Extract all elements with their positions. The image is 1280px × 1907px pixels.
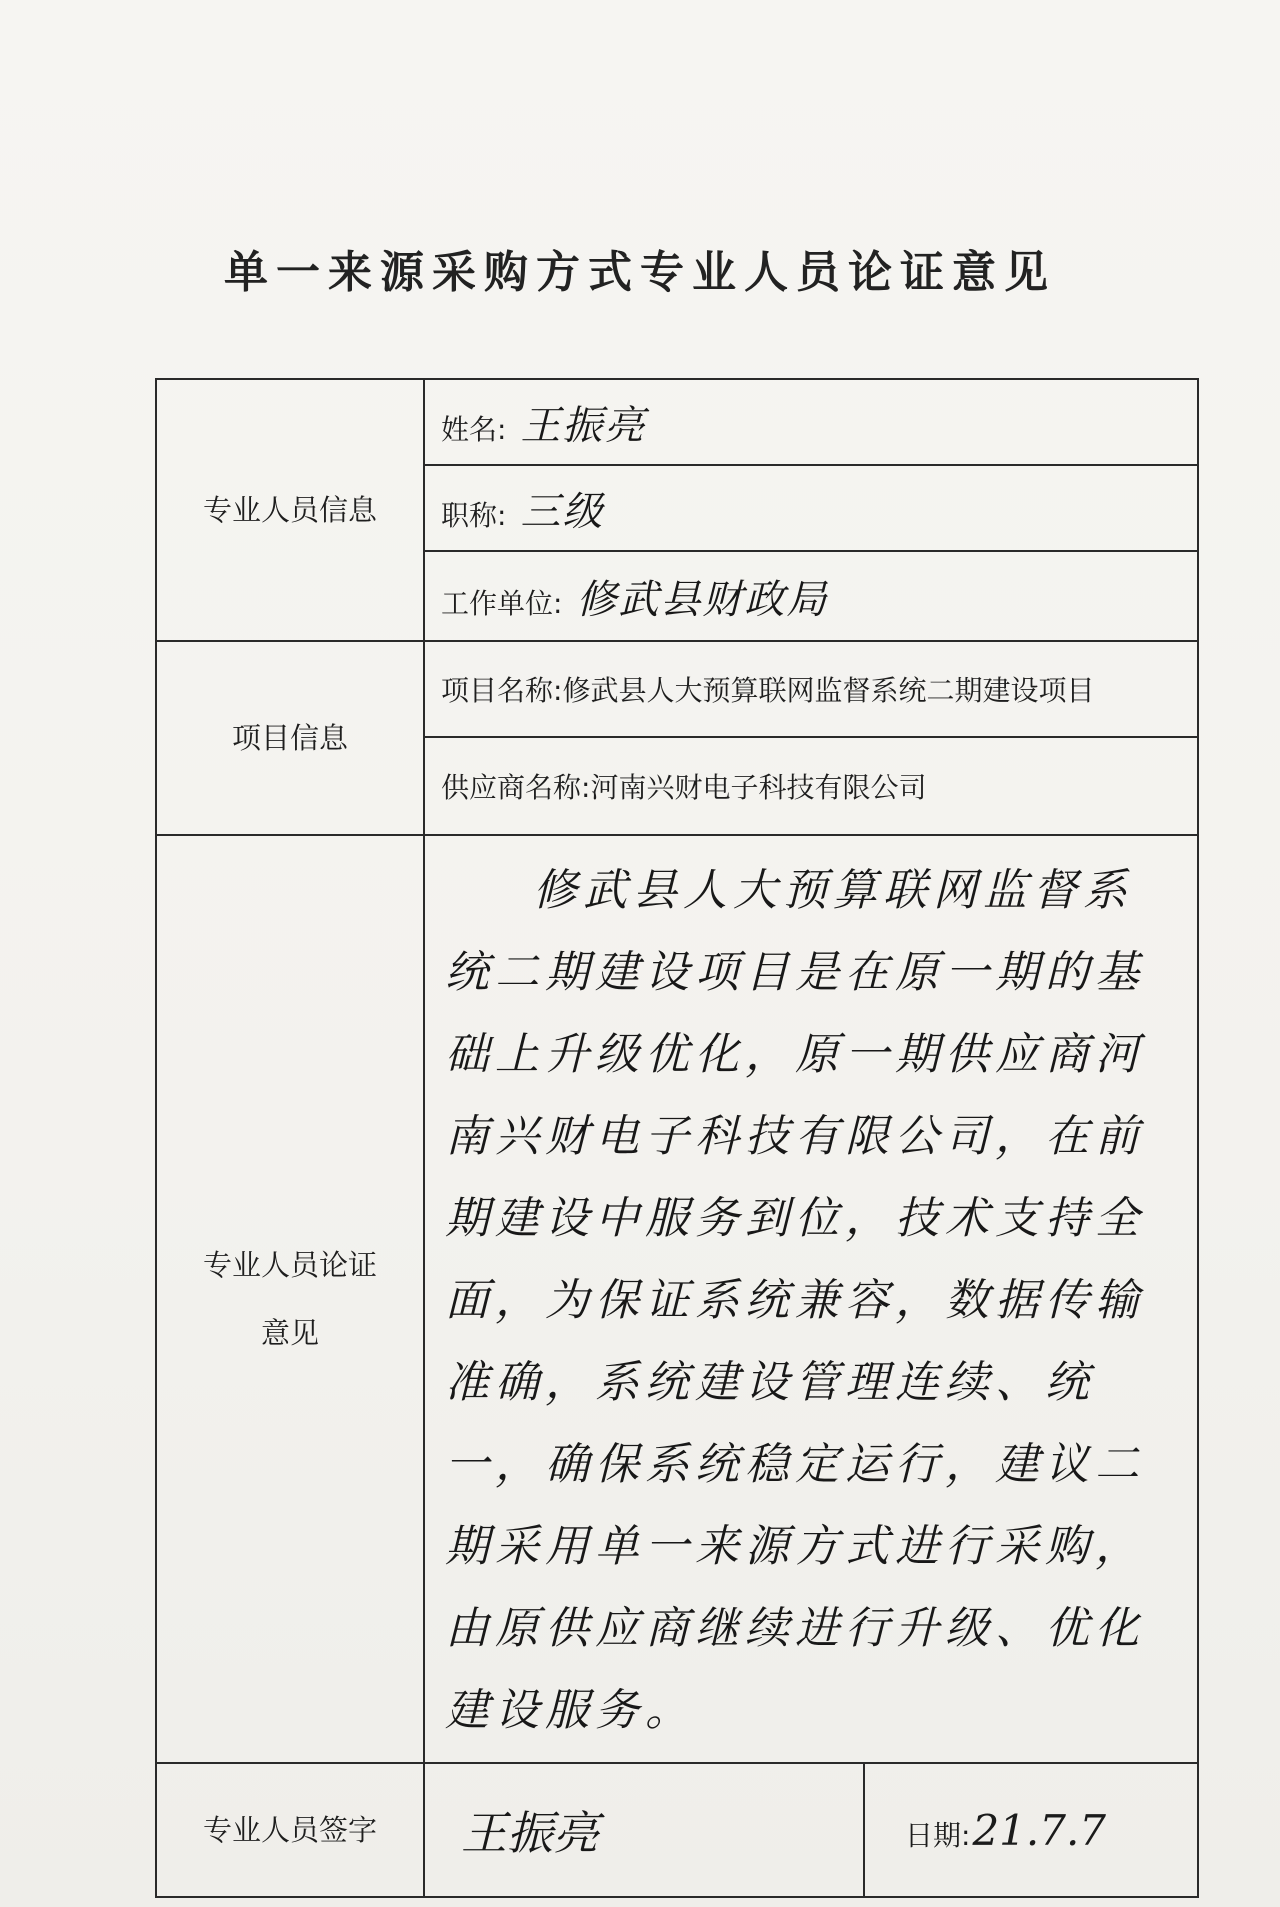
work-unit-field	[424, 551, 1198, 641]
professional-info-label	[156, 379, 424, 641]
job-title-value: 三级	[520, 488, 605, 535]
date-label: 日期:	[905, 1818, 971, 1852]
supplier-field	[424, 737, 1198, 835]
professional-info-label-text: 专业人员信息	[202, 493, 377, 527]
project-name-value: 修武县人大预算联网监督系统二期建设项目	[562, 674, 1095, 707]
name-label: 姓名:	[441, 412, 507, 446]
signature-label-text: 专业人员签字	[202, 1813, 377, 1847]
project-name-field	[424, 641, 1198, 737]
opinion-text: 修武县人大预算联网监督系统二期建设项目是在原一期的基础上升级优化，原一期供应商河南兴财电子科技有限公司，在前期建设中服务到位，技术支持全面，为保证系统兼容，数据传输准确，系统建设管理连续、统一，确保系统稳定运行，建议二期采用单一来源方式进行采购，由原供应商继续进行升级、优化建设服务。	[445, 865, 1145, 1736]
work-unit-label: 工作单位:	[441, 586, 563, 620]
date-field	[864, 1763, 1198, 1897]
opinion-label-line1: 专业人员论证	[202, 1248, 377, 1282]
signature-label	[156, 1763, 424, 1897]
document-title: 单一来源采购方式专业人员论证意见	[224, 247, 1056, 298]
opinion-content	[424, 835, 1198, 1763]
supplier-value: 河南兴财电子科技有限公司	[590, 771, 927, 804]
supplier-label: 供应商名称:	[441, 771, 591, 804]
signature-value: 王振亮	[424, 1763, 864, 1897]
job-title-label: 职称:	[441, 498, 507, 532]
project-name-label: 项目名称:	[441, 674, 563, 707]
project-info-label	[156, 641, 424, 835]
name-value: 王振亮	[520, 402, 647, 449]
name-field	[424, 379, 1198, 465]
job-title-field	[424, 465, 1198, 551]
project-info-label-text: 项目信息	[231, 721, 348, 755]
opinion-label	[156, 835, 424, 1763]
date-value: 21.7.7	[972, 1805, 1107, 1855]
opinion-label-line2: 意见	[260, 1316, 319, 1350]
opinion-form	[155, 378, 1199, 1898]
work-unit-value: 修武县财政局	[576, 576, 829, 623]
